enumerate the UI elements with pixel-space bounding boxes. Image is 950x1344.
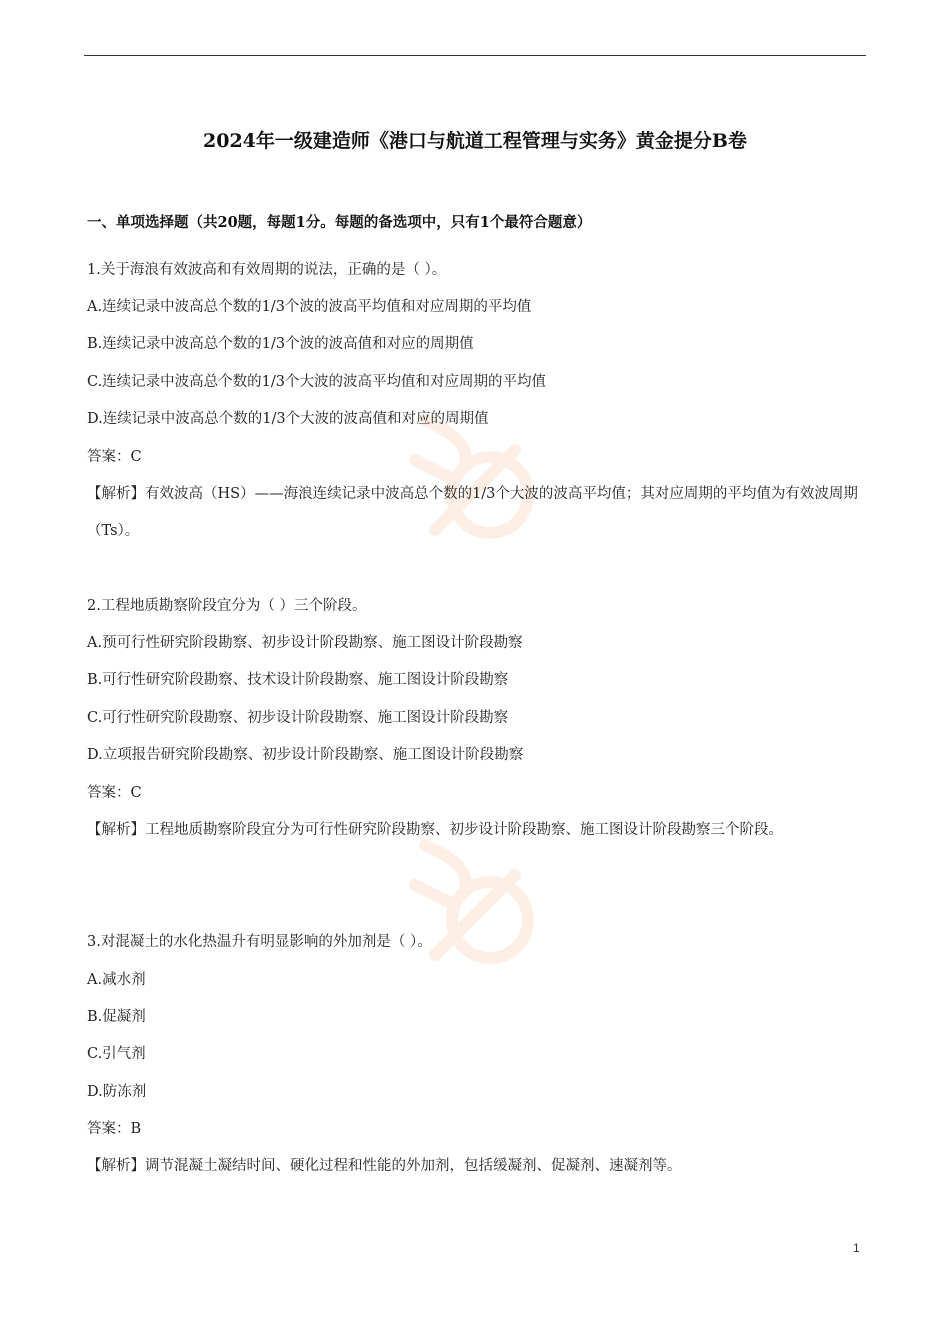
question-1-answer: 答案：C bbox=[87, 449, 142, 465]
question-2-answer: 答案：C bbox=[87, 785, 142, 801]
question-3-option-b: B.促凝剂 bbox=[87, 1009, 146, 1025]
question-1-option-d: D.连续记录中波高总个数的1/3个大波的波高值和对应的周期值 bbox=[87, 411, 489, 427]
question-3-stem: 3.对混凝土的水化热温升有明显影响的外加剂是（ ）。 bbox=[87, 934, 432, 950]
question-2-option-d: D.立项报告研究阶段勘察、初步设计阶段勘察、施工图设计阶段勘察 bbox=[87, 747, 524, 763]
question-2-analysis: 【解析】工程地质勘察阶段宜分为可行性研究阶段勘察、初步设计阶段勘察、施工图设计阶段勘察三个阶段。 bbox=[87, 822, 783, 838]
question-3-analysis: 【解析】调节混凝土凝结时间、硬化过程和性能的外加剂，包括缓凝剂、促凝剂、速凝剂等。 bbox=[87, 1158, 682, 1174]
document-title: 2024年一级建造师《港口与航道工程管理与实务》黄金提分B卷 bbox=[203, 130, 747, 152]
question-1-option-b: B.连续记录中波高总个数的1/3个波的波高值和对应的周期值 bbox=[87, 336, 474, 352]
question-3-option-c: C.引气剂 bbox=[87, 1046, 146, 1062]
page-number: 1 bbox=[853, 1241, 860, 1255]
question-2-stem: 2.工程地质勘察阶段宜分为（ ）三个阶段。 bbox=[87, 598, 367, 614]
question-2-option-b: B.可行性研究阶段勘察、技术设计阶段勘察、施工图设计阶段勘察 bbox=[87, 672, 509, 688]
question-1-stem: 1.关于海浪有效波高和有效周期的说法，正确的是（ ）。 bbox=[87, 262, 447, 278]
question-2-option-a: A.预可行性研究阶段勘察、初步设计阶段勘察、施工图设计阶段勘察 bbox=[87, 635, 523, 651]
question-3-option-a: A.减水剂 bbox=[87, 972, 146, 988]
question-1-option-a: A.连续记录中波高总个数的1/3个波的波高平均值和对应周期的平均值 bbox=[87, 299, 532, 315]
header-rule bbox=[84, 55, 866, 56]
section-heading: 一、单项选择题（共20题，每题1分。每题的备选项中，只有1个最符合题意） bbox=[87, 214, 592, 231]
question-1-option-c: C.连续记录中波高总个数的1/3个大波的波高平均值和对应周期的平均值 bbox=[87, 374, 547, 390]
question-1-analysis: 【解析】有效波高（HS）——海浪连续记录中波高总个数的1/3个大波的波高平均值；其对应周期的平均值为有效波周期（Ts）。 bbox=[87, 486, 858, 539]
question-3-answer: 答案：B bbox=[87, 1121, 142, 1137]
question-3-option-d: D.防冻剂 bbox=[87, 1084, 147, 1100]
question-2-option-c: C.可行性研究阶段勘察、初步设计阶段勘察、施工图设计阶段勘察 bbox=[87, 710, 509, 726]
